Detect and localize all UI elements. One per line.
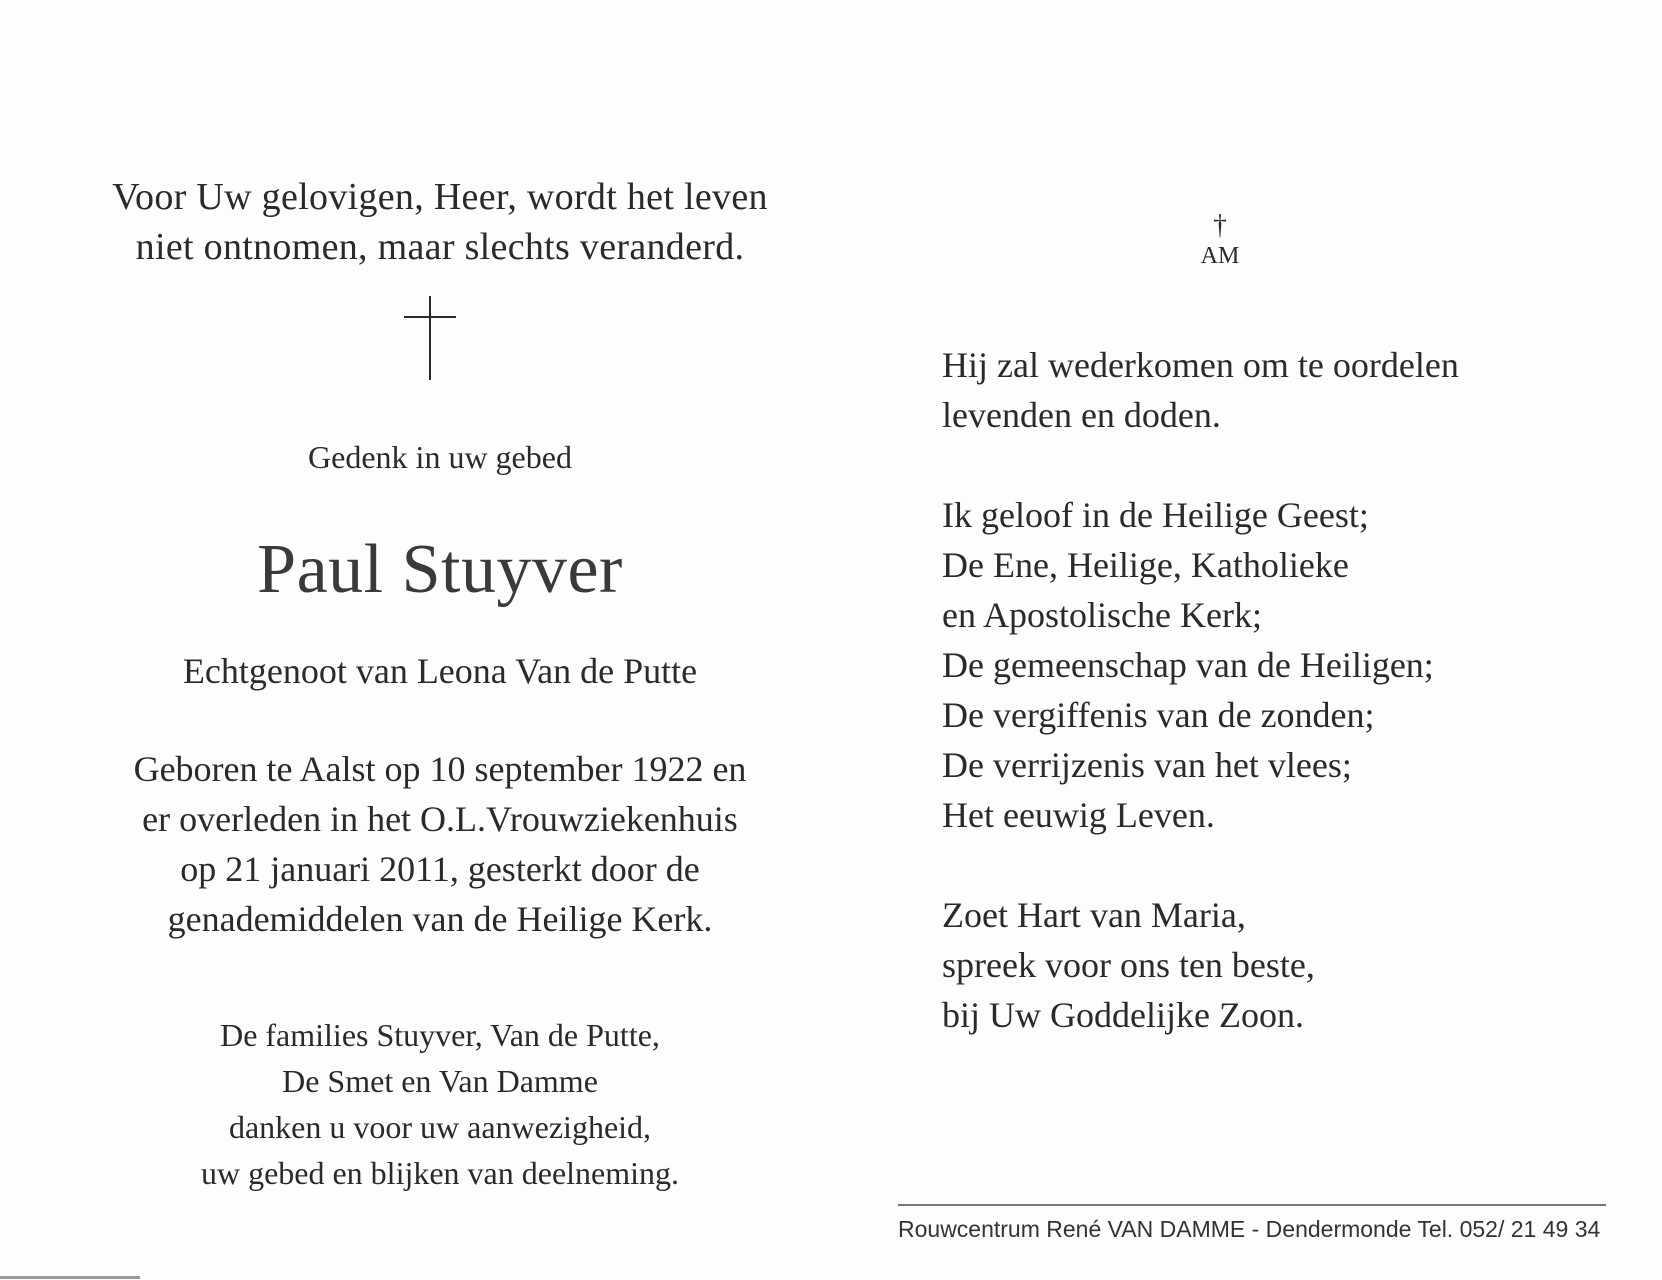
initials-mark	[1170, 212, 1270, 270]
bio-line: er overleden in het O.L.Vrouwziekenhuis	[142, 799, 738, 839]
prayer-line: De verrijzenis van het vlees;	[942, 745, 1352, 785]
opening-quote	[0, 172, 880, 272]
thanks-line: De Smet en Van Damme	[282, 1063, 598, 1099]
quote-line: Voor Uw gelovigen, Heer, wordt het leven	[112, 176, 768, 218]
prayer-line: Zoet Hart van Maria,	[942, 895, 1246, 935]
quote-line: niet ontnomen, maar slechts veranderd.	[135, 226, 745, 268]
bio-line: op 21 januari 2011, gesterkt door de	[180, 849, 700, 889]
cross-icon	[404, 296, 456, 380]
thanks-line: danken u voor uw aanwezigheid,	[228, 1109, 652, 1145]
funeral-home-footer: Rouwcentrum René VAN DAMME - Dendermonde Tel. 052/ 21 49 34	[898, 1216, 1601, 1242]
bio-line: Geboren te Aalst op 10 september 1922 en	[133, 749, 747, 789]
biography	[0, 744, 880, 944]
footer-divider	[898, 1204, 1606, 1206]
prayer-line: Hij zal wederkomen om te oordelen	[942, 345, 1459, 385]
thanks-message	[0, 1012, 880, 1196]
bio-line: genademiddelen van de Heilige Kerk.	[167, 899, 713, 939]
prayer-stanza-2	[942, 490, 1434, 840]
scan-edge	[0, 1276, 140, 1279]
prayer-line: Ik geloof in de Heilige Geest;	[942, 495, 1369, 535]
remember-heading: Gedenk in uw gebed	[308, 439, 572, 475]
prayer-line: Het eeuwig Leven.	[942, 795, 1215, 835]
prayer-line: De gemeenschap van de Heiligen;	[942, 645, 1434, 685]
thanks-line: De families Stuyver, Van de Putte,	[220, 1017, 660, 1053]
prayer-line: spreek voor ons ten beste,	[942, 945, 1315, 985]
small-cross-icon: †	[1213, 210, 1227, 241]
prayer-stanza-1	[942, 340, 1459, 440]
thanks-line: uw gebed en blijken van deelneming.	[200, 1155, 680, 1191]
prayer-line: en Apostolische Kerk;	[942, 595, 1262, 635]
prayer-line: bij Uw Goddelijke Zoon.	[942, 995, 1304, 1035]
prayer-stanza-3	[942, 890, 1315, 1040]
prayer-line: levenden en doden.	[942, 395, 1221, 435]
deceased-name: Paul Stuyver	[257, 531, 623, 608]
initials-text: AM	[1200, 243, 1240, 269]
spouse-line: Echtgenoot van Leona Van de Putte	[182, 651, 698, 691]
prayer-line: De Ene, Heilige, Katholieke	[942, 545, 1349, 585]
prayer-line: De vergiffenis van de zonden;	[942, 695, 1375, 735]
